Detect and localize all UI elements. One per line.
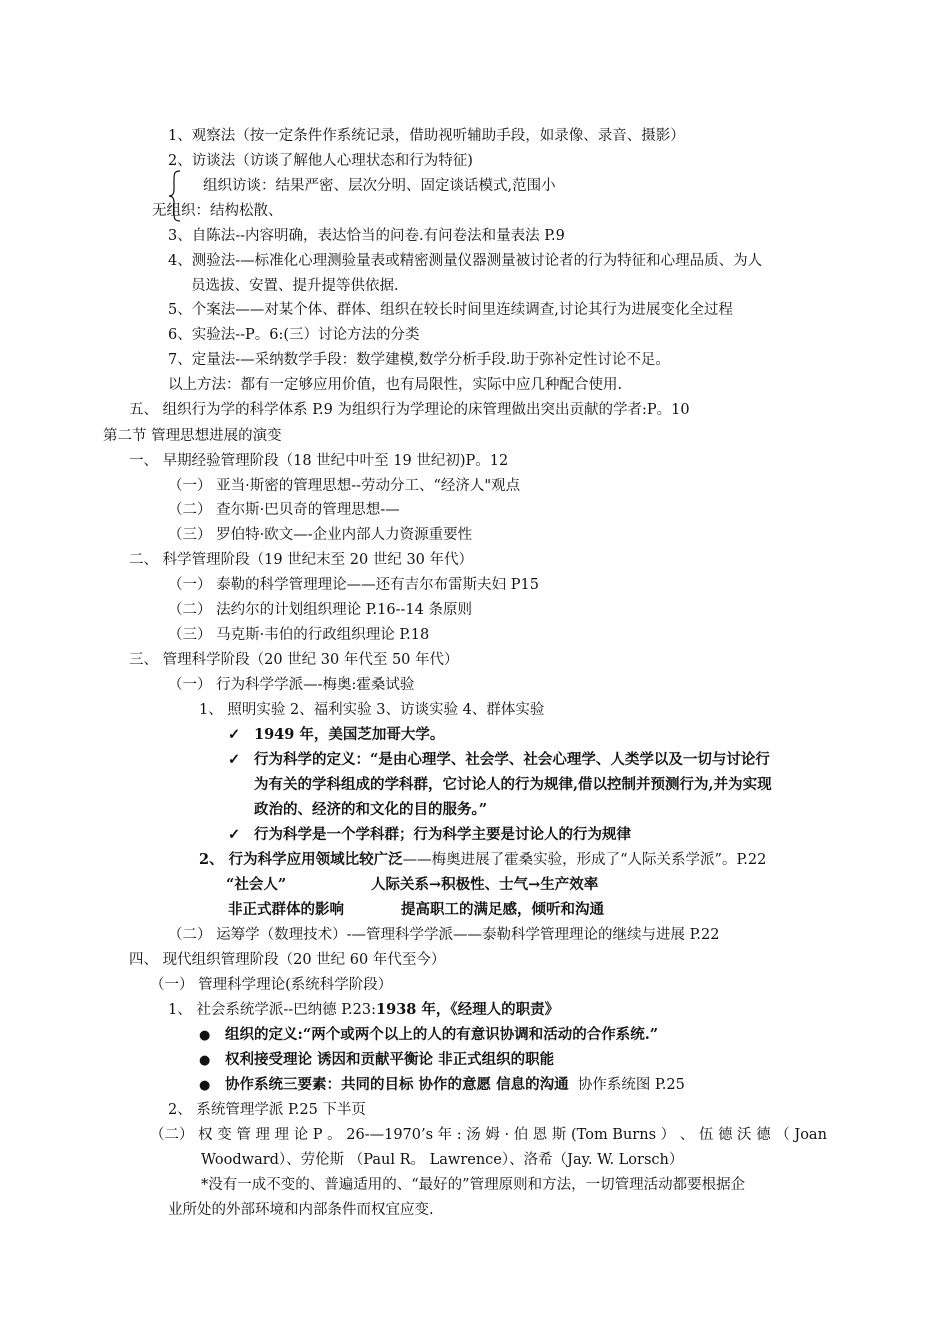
bullet-icon: ● <box>199 1078 211 1093</box>
bullet-org-definition: ● 组织的定义:“两个或两个以上的人的有意识协调和活动的合作系统.” <box>199 1025 658 1046</box>
bullet-icon: ● <box>199 1053 211 1068</box>
definition-cont-2: 政治的、经济的和文化的目的服务。” <box>254 801 488 818</box>
section-two-heading: 第二节 管理思想进展的演变 <box>103 428 282 444</box>
social-man-label: “社会人” <box>226 876 287 893</box>
system-management-school: 2、 系统管理学派 P.25 下半页 <box>168 1102 366 1118</box>
hawthorne-experiments: 1、 照明实验 2、福利实验 3、访谈实验 4、群体实验 <box>199 702 545 718</box>
satisfaction-label: 提高职工的满足感，倾听和沟通 <box>401 901 604 918</box>
application-field-line: 2、 行为科学应用领域比较广泛——梅奥进展了霍桑实验，形成了“人际关系学派”。P.22 <box>199 851 767 868</box>
stage-one-item-1: （一） 亚当·斯密的管理思想--劳动分工、“经济人"观点 <box>168 478 521 494</box>
stage-four-item-1: （一） 管理科学理论(系统科学阶段） <box>150 977 393 993</box>
section-five-heading: 五、 组织行为学的科学体系 P.9 为组织行为学理论的床管理做出突出贡献的学者:P。10 <box>129 402 690 418</box>
method-testing: 4、测验法-—标准化心理测验量表或精密测量仪器测量被讨论者的行为特征和心理品质、为人 <box>168 253 763 269</box>
informal-group-label: 非正式群体的影响 <box>228 901 344 918</box>
stage-four-heading: 四、 现代组织管理阶段（20 世纪 60 年代至今） <box>129 952 446 968</box>
structured-interview: 组织访谈：结果严密、层次分明、固定谈话模式,范围小 <box>203 178 556 194</box>
stage-two-item-3: （三） 马克斯·韦伯的行政组织理论 P.18 <box>168 627 430 643</box>
bullet-icon: ● <box>199 1028 211 1043</box>
stage-three-item-1: （一） 行为科学学派—-梅奥:霍桑试验 <box>168 677 415 693</box>
stage-three-item-2: （二） 运筹学（数理技术）-—管理科学学派——泰勒科学管理理论的继续与进展 P.22 <box>168 927 720 943</box>
check-icon: ✓ <box>228 826 241 843</box>
contingency-principle: *没有一成不变的、普遍适用的、“最好的”管理原则和方法，一切管理活动都要根据企 <box>201 1177 746 1193</box>
interpersonal-chain: 人际关系→积极性、士气→生产效率 <box>371 876 599 893</box>
check-item-discipline: ✓ 行为科学是一个学科群；行为科学主要是讨论人的行为规律 <box>228 826 631 843</box>
stage-three-heading: 三、 管理科学阶段（20 世纪 30 年代至 50 年代） <box>129 652 459 668</box>
method-self-report: 3、自陈法--内容明确，表达恰当的问卷.有问卷法和量表法 P.9 <box>168 228 565 244</box>
bullet-authority-theories: ● 权利接受理论 诱因和贡献平衡论 非正式组织的职能 <box>199 1050 554 1071</box>
method-quantitative: 7、定量法-—采纳数学手段：数学建模,数学分析手段.助于弥补定性讨论不足。 <box>168 352 670 368</box>
method-testing-cont: 员选拔、安置、提升提等供依据. <box>191 278 399 294</box>
stage-two-item-1: （一） 泰勒的科学管理理论——还有吉尔布雷斯夫妇 P15 <box>168 577 539 593</box>
method-observation: 1、观察法（按一定条件作系统记录，借助视听辅助手段，如录像、录音、摄影） <box>168 128 685 144</box>
stage-one-item-3: （三） 罗伯特·欧文—-企业内部人力资源重要性 <box>168 527 473 543</box>
check-icon: ✓ <box>228 751 241 768</box>
check-icon: ✓ <box>228 726 241 743</box>
social-system-school: 1、 社会系统学派--巴纳德 P.23:1938 年，《经理人的职责》 <box>168 1001 560 1018</box>
stage-two-item-2: （二） 法约尔的计划组织理论 P.16--14 条原则 <box>168 602 472 618</box>
check-item-1949: ✓ 1949 年，美国芝加哥大学。 <box>228 726 445 743</box>
bullet-cooperation-elements: ● 协作系统三要素：共同的目标 协作的意愿 信息的沟通 协作系统图 P.25 <box>199 1075 685 1096</box>
method-interview: 2、访谈法（访谈了解他人心理状态和行为特征) <box>168 153 473 169</box>
method-experiment: 6、实验法--P。6:(三）讨论方法的分类 <box>168 327 420 343</box>
stage-two-heading: 二、 科学管理阶段（19 世纪末至 20 世纪 30 年代） <box>129 552 474 568</box>
contingency-theory-line: （二） 权 变 管 理 理 论 P 。 26-—1970’s 年 : 汤 姆 · 伯 恩 斯 (Tom Burns ） 、 伍 德 沃 德 （ Joan <box>150 1127 827 1143</box>
contingency-theory-cont: Woodward）、劳伦斯 （Paul R。 Lawrence）、洛希（Jay. W. Lorsch） <box>201 1152 684 1168</box>
unstructured-interview: 无组织：结构松散、 <box>152 203 283 219</box>
stage-one-item-2: （二） 查尔斯·巴贝奇的管理思想-— <box>168 502 400 518</box>
definition-cont-1: 为有关的学科组成的学科群，它讨论人的行为规律,借以控制并预测行为,并为实现 <box>254 776 772 793</box>
methods-summary: 以上方法：都有一定够应用价值，也有局限性，实际中应几种配合使用. <box>168 377 623 393</box>
contingency-principle-cont: 业所处的外部环境和内部条件而权宜应变. <box>168 1202 434 1218</box>
stage-one-heading: 一、 早期经验管理阶段（18 世纪中叶至 19 世纪初)P。12 <box>129 453 509 469</box>
method-case: 5、个案法——对某个体、群体、组织在较长时间里连续调查,讨论其行为进展变化全过程 <box>168 302 733 318</box>
check-item-definition: ✓ 行为科学的定义：“是由心理学、社会学、社会心理学、人类学以及一切与讨论行 <box>228 751 770 768</box>
